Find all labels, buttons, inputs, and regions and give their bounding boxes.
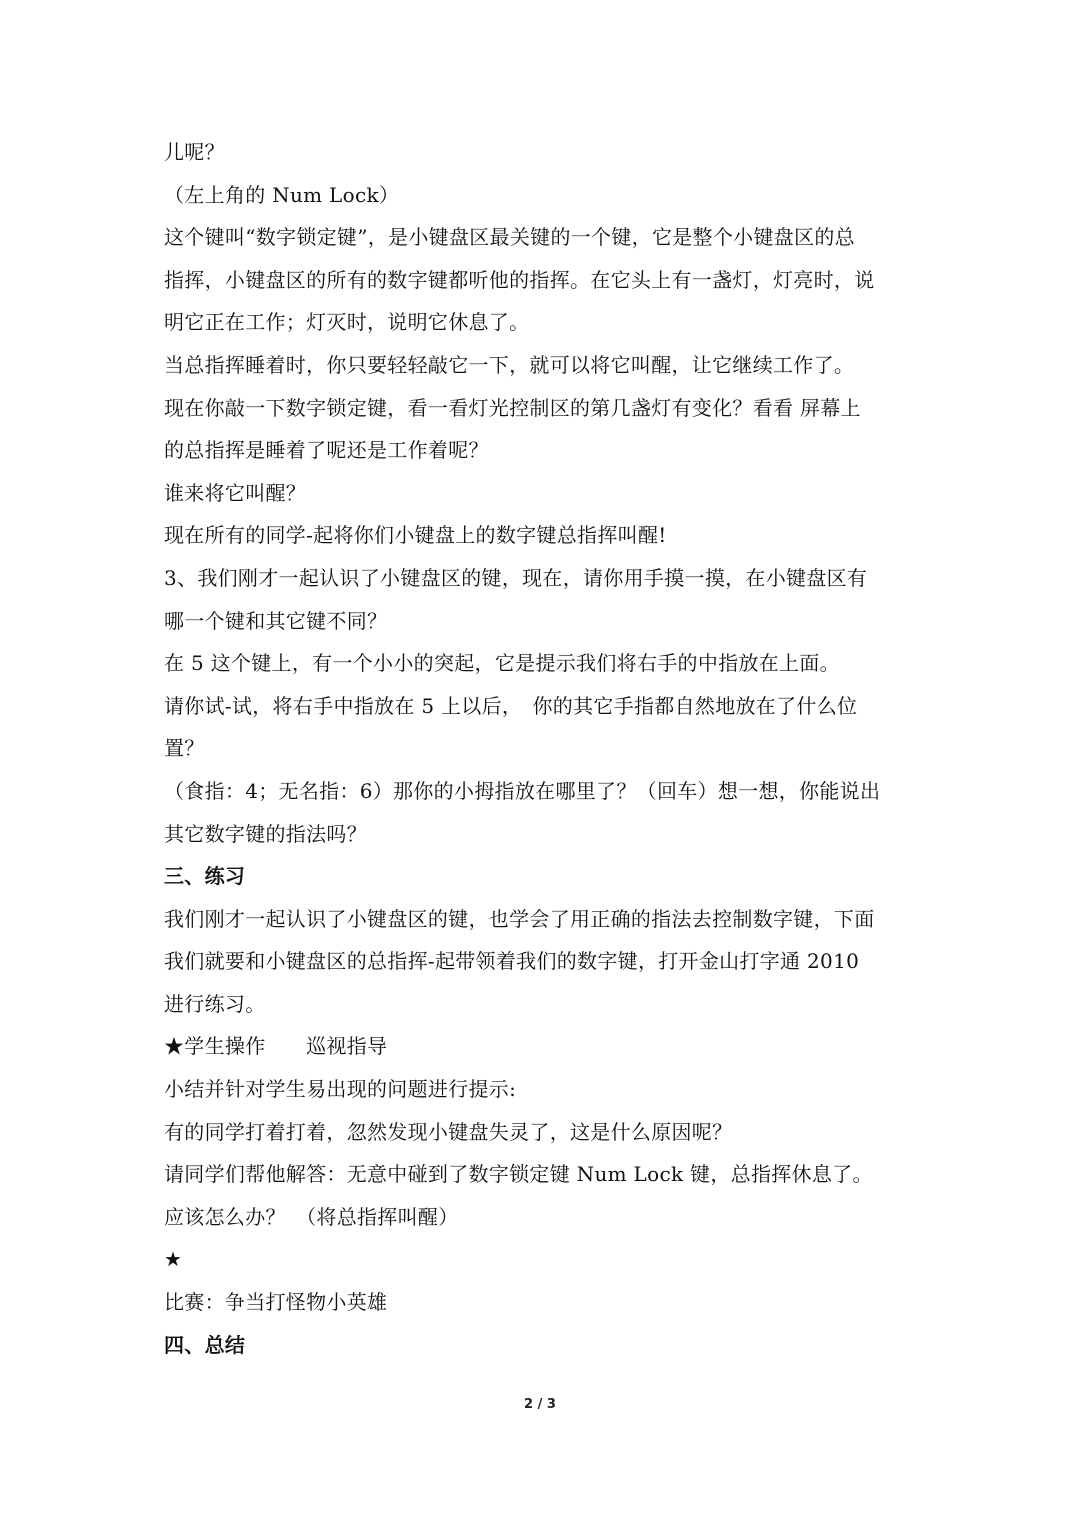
text-line: ★ xyxy=(164,1247,183,1272)
text-line: 3、我们刚才一起认识了小键盘区的键，现在，请你用手摸一摸，在小键盘区有 xyxy=(164,565,868,590)
section-heading: 四、总结 xyxy=(164,1332,246,1357)
text-line: 这个键叫“数字锁定键”，是小键盘区最关键的一个键，它是整个小键盘区的总 xyxy=(164,225,855,250)
text-line: ★学生操作 巡视指导 xyxy=(164,1034,388,1059)
text-line: 现在所有的同学-起将你们小键盘上的数字键总指挥叫醒! xyxy=(164,523,667,548)
text-line: 请同学们帮他解答：无意中碰到了数字锁定键 Num Lock 键，总指挥休息了。 xyxy=(164,1162,873,1187)
text-line: 哪一个键和其它键不同？ xyxy=(164,608,388,633)
text-line: 指挥，小键盘区的所有的数字键都听他的指挥。在它头上有一盏灯，灯亮时，说 xyxy=(164,267,875,292)
text-line: 我们就要和小键盘区的总指挥-起带领着我们的数字键，打开金山打字通 2010 xyxy=(164,949,860,974)
text-line: 进行练习。 xyxy=(164,991,266,1016)
text-line: 明它正在工作；灯灭时，说明它休息了。 xyxy=(164,310,530,335)
section-heading: 三、练习 xyxy=(164,864,246,889)
text-line: 其它数字键的指法吗？ xyxy=(164,821,367,846)
text-line: （食指：4；无名指：6）那你的小拇指放在哪里了？（回车）想一想，你能说出 xyxy=(164,778,881,803)
page-number: 2 / 3 xyxy=(524,1397,556,1412)
text-line: 谁来将它叫醒？ xyxy=(164,480,307,505)
text-line: 我们刚才一起认识了小键盘区的键，也学会了用正确的指法去控制数字键，下面 xyxy=(164,906,875,931)
text-line: 在 5 这个键上，有一个小小的突起，它是提示我们将右手的中指放在上面。 xyxy=(164,651,840,676)
text-line: 置？ xyxy=(164,736,205,761)
text-line: 比赛：争当打怪物小英雄 xyxy=(164,1290,388,1315)
text-line: 有的同学打着打着，忽然发现小键盘失灵了，这是什么原因呢？ xyxy=(164,1119,733,1144)
text-line: 请你试-试，将右手中指放在 5 上以后， 你的其它手指都自然地放在了什么位 xyxy=(164,693,858,718)
page-body xyxy=(164,131,924,1366)
text-line: 现在你敲一下数字锁定键，看一看灯光控制区的第几盏灯有变化？看看 屏幕上 xyxy=(164,395,861,420)
text-line: 当总指挥睡着时，你只要轻轻敲它一下，就可以将它叫醒，让它继续工作了。 xyxy=(164,352,855,377)
text-line: 应该怎么办？ （将总指挥叫醒） xyxy=(164,1204,459,1229)
text-line: 的总指挥是睡着了呢还是工作着呢？ xyxy=(164,438,489,463)
text-line: （左上角的 Num Lock） xyxy=(164,182,400,207)
text-line: 儿呢？ xyxy=(164,140,225,164)
text-line: 小结并针对学生易出现的问题进行提示: xyxy=(164,1077,517,1102)
